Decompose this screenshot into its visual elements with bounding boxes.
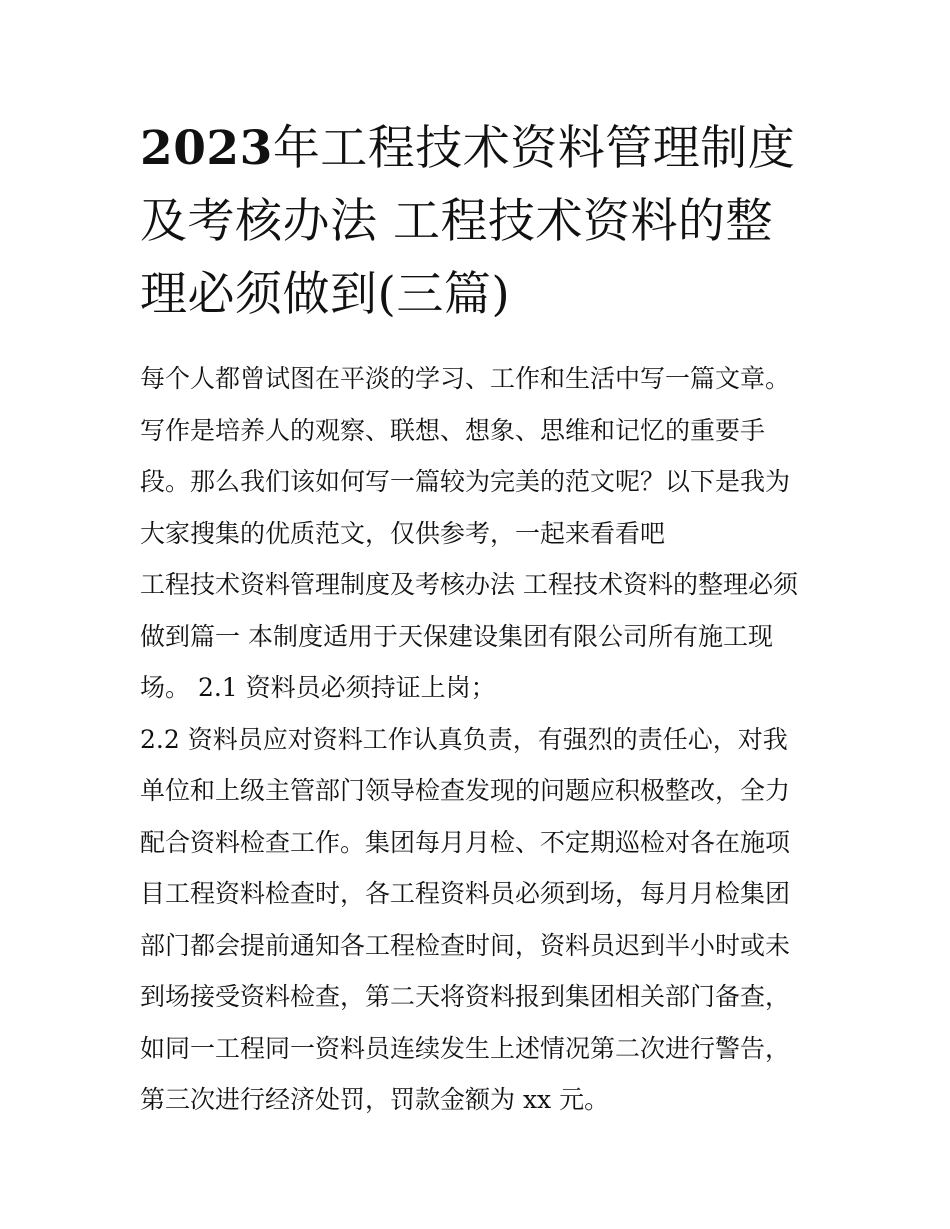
clause-2-2-paragraph: 2.2 资料员应对资料工作认真负责，有强烈的责任心，对我单位和上级主管部门领导检查发现的问题应积极整改，全力配合资料检查工作。集团每月月检、不定期巡检对各在施项目工程资料检查时，各工程资料员必须到场，每月月检集团部门都会提前通知各工程检查时间，资料员迟到半小时或未到场接受资料检查，第二天将资料报到集团相关部门备查，如同一工程同一资料员连续发生上述情况第二次进行警告，第三次进行经济处罚，罚款金额为 xx 元。: [140, 724, 791, 1114]
section-one-paragraph: 工程技术资料管理制度及考核办法 工程技术资料的整理必须做到篇一 本制度适用于天保建设集团有限公司所有施工现场。 2.1 资料员必须持证上岗；: [140, 570, 798, 702]
document-body: [140, 353, 812, 1126]
title-year: 2023: [140, 121, 273, 176]
title-text: 年工程技术资料管理制度及考核办法 工程技术资料的整理必须做到(三篇): [140, 121, 796, 322]
intro-paragraph: 每个人都曾试图在平淡的学习、工作和生活中写一篇文章。写作是培养人的观察、联想、想象、思维和记忆的重要手段。那么我们该如何写一篇较为完美的范文呢？以下是我为大家搜集的优质范文，仅供参考，一起来看看吧: [140, 364, 791, 548]
document-page: [140, 112, 812, 1126]
document-title: [140, 112, 812, 331]
